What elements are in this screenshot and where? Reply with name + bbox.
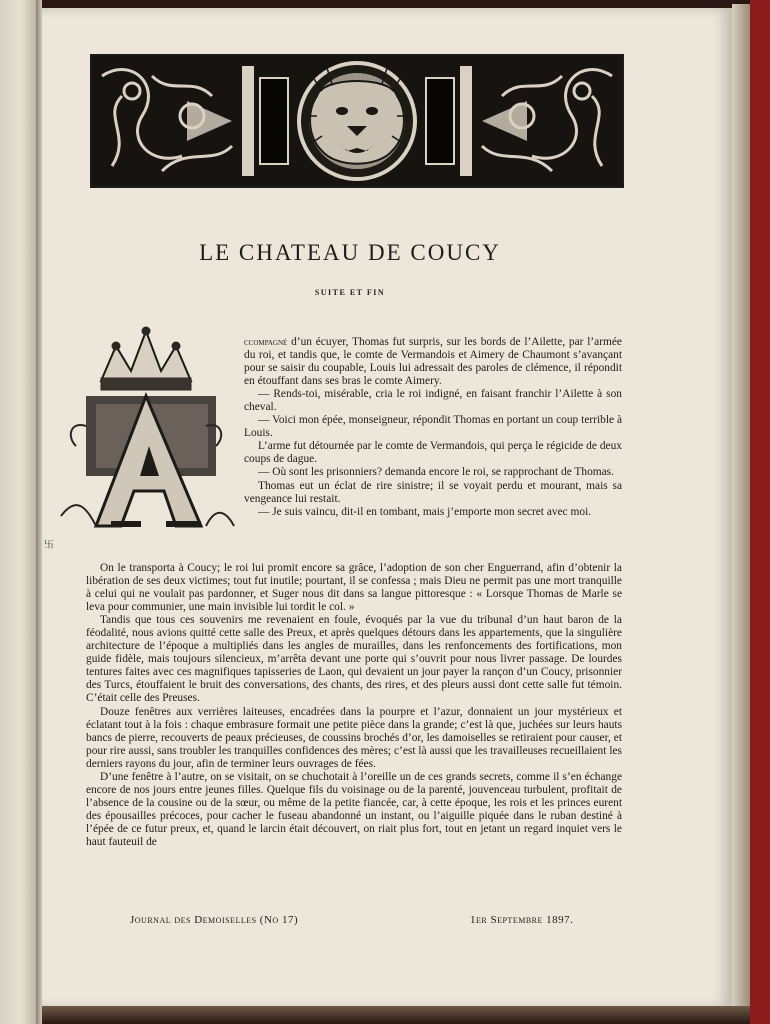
opening-small-caps: ccompagné — [244, 337, 288, 348]
paragraph-1 — [244, 336, 622, 388]
page-stack-edge — [732, 4, 750, 1012]
paragraph-1-text: d’un écuyer, Thomas fut surpris, sur les bords de l’Ailette, par l’armée du roi, et tandis que, le comte de Vermandois et Aimery de Chaumont s’avançant pour se saisir du coupable, Louis lui adressait des paroles de clémence, il répondit en étouffant dans ses bras le comte Aimery. — [244, 336, 622, 388]
left-page-edge — [0, 0, 36, 1024]
paragraph-2: — Rends-toi, misérable, cria le roi indigné, en faisant franchir l’Ailette à son cheval. — [244, 388, 622, 414]
crowned-letter-A-icon — [56, 326, 236, 546]
page-bottom-shadow — [42, 1006, 750, 1024]
paragraph-7: — Je suis vaincu, dit-il en tombant, mais j’emporte mon secret avec moi. — [258, 505, 592, 518]
journal-footer: Journal des Demoiselles (No 17) — [130, 914, 299, 926]
paragraph-9: Tandis que tous ces souvenirs me revenaient en foule, évoqués par la vue du tribunal d’un haut baron de la féodalité, nous avions quitté cette salle des Preux, et après quelques détours dans les appartements, que la singulière architecture de l’époque a multipliés dans les angles de murailles, dans les renfoncements des fortifications, mon guide fidèle, mais toujours silencieux, m’arrêta devant une porte qui s’ouvrit pour nous livrer passage. De lourdes tentures faites avec ces magnifiques tapisseries de Laon, qui devaient un jour payer la rançon d’un Coucy, prisonnier des Turcs, étouffaient le bruit des conversations, des chants, des rires, et des pleurs aussi dont cette salle fut témoin. C’était celle des Preuses. — [86, 614, 622, 705]
paragraph-5: — Où sont les prisonniers? demanda encore le roi, se rapprochant de Thomas. — [258, 466, 614, 479]
paragraph-3: — Voici mon épée, monseigneur, répondit Thomas en portant un coup terrible à Louis. — [244, 414, 622, 440]
paragraph-8: On le transporta à Coucy; le roi lui promit encore sa grâce, l’adoption de son cher Enguerrand, afin d’obtenir la libération de ses deux victimes; tout fut inutile; pourtant, il se confessa ; mais Dieu ne permit pas une mort tranquille à celui qui ne voulait pas pardonner, et Suger nous dit dans sa langue pittoresque : « Lorsque Thomas de Marle se leva pour communier, une main invisible lui tordit le col. » — [86, 562, 622, 614]
book-cover — [750, 0, 770, 1024]
date-footer: 1er Septembre 1897. — [470, 914, 574, 926]
paragraph-10: Douze fenêtres aux verrières laiteuses, encadrées dans la pourpre et l’azur, donnaient un jour mystérieux et éclatant tout à la fois : chaque embrasure formait une petite pièce dans la grande; c’est là que, juchées sur leurs hauts bancs de pierre, recouverts de peaux précieuses, de coussins brochés d’or, les damoiselles se retiraient pour causer, et pour rire aussi, sans troubler les tranquilles confidences des mères; c’est là aussi que les travailleuses recueillaient les derniers rayons du jour, afin de terminer leurs ouvrages de fées. — [86, 705, 622, 770]
text-column-beside-initial — [244, 336, 622, 519]
paragraph-4: L’arme fut détournée par le comte de Vermandois, qui perça le régicide de deux coups de dague. — [244, 440, 622, 466]
article-title: LE CHATEAU DE COUCY — [199, 240, 501, 265]
margin-mark: 卐 — [44, 540, 54, 551]
text-full-width — [86, 562, 622, 849]
lion-head-ornament-icon — [90, 54, 624, 188]
paragraph-11: D’une fenêtre à l’autre, on se visitait, on se chuchotait à l’oreille un de ces grands secrets, comme il s’en échange encore de nos jours entre jeunes filles. Quelque fils du voisinage ou de la parenté, jouvenceau turbulent, profitait de l’absence de la cousine ou de la sœur, ou même de la petite fiancée, car, à cette époque, les rois et les princes eurent des épousailles précoces, pour cacher le fuseau abandonné un instant, ou l’aiguille piquée dans le ruban destiné à l’épée de ce futur preux, et, quand le larcin était découvert, on riait plus fort, tout en jetant un regard inquiet vers le haut fauteuil de — [86, 770, 622, 848]
article-subtitle: SUITE ET FIN — [314, 288, 386, 297]
paragraph-6: Thomas eut un éclat de rire sinistre; il se voyait perdu et mourant, mais sa vengeance lui restait. — [244, 479, 622, 505]
